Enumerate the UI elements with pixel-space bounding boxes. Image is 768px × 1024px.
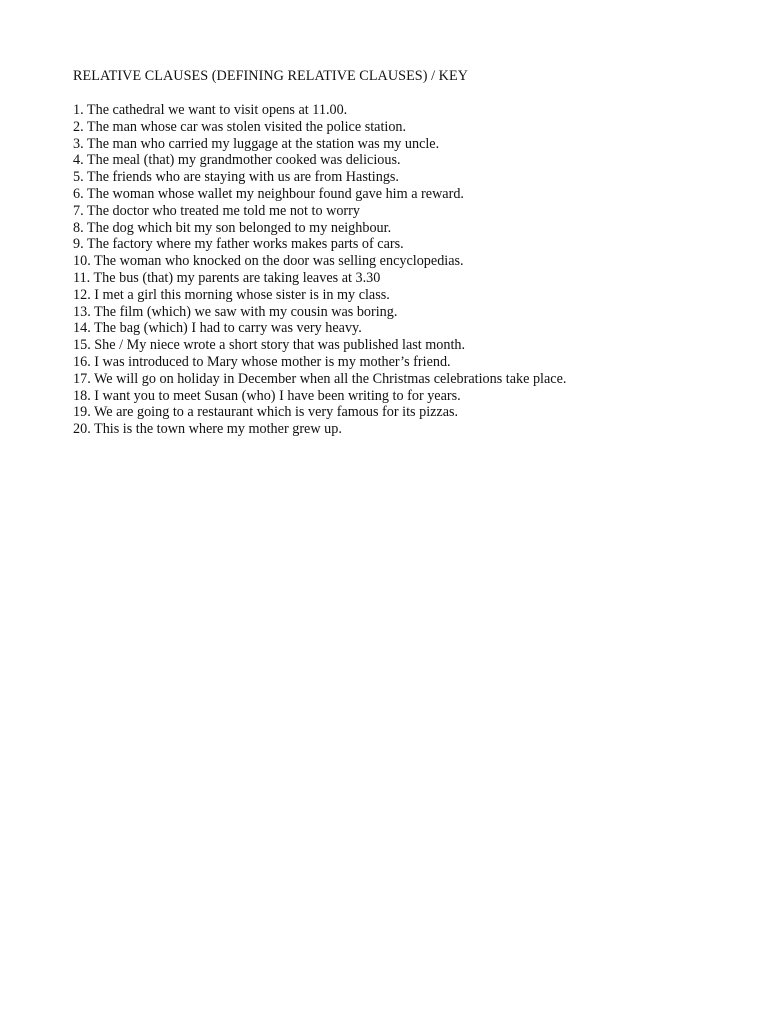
answer-item: 14. The bag (which) I had to carry was very heavy. [73, 320, 362, 337]
answer-item: 5. The friends who are staying with us are from Hastings. [73, 169, 399, 186]
answer-item: 20. This is the town where my mother grew up. [73, 421, 342, 438]
answer-list [73, 102, 743, 438]
answer-item: 19. We are going to a restaurant which is very famous for its pizzas. [73, 404, 459, 421]
answer-item: 17. We will go on holiday in December when all the Christmas celebrations take place. [73, 370, 567, 387]
answer-item: 11. The bus (that) my parents are taking leaves at 3.30 [73, 269, 381, 286]
answer-item: 13. The film (which) we saw with my cousin was boring. [73, 303, 398, 320]
answer-item: 16. I was introduced to Mary whose mother is my mother’s friend. [73, 353, 451, 370]
document-title: RELATIVE CLAUSES (DEFINING RELATIVE CLAUSES) / KEY [73, 68, 468, 84]
answer-item: 12. I met a girl this morning whose sister is in my class. [73, 286, 390, 303]
answer-item: 3. The man who carried my luggage at the station was my uncle. [73, 135, 440, 152]
answer-item: 7. The doctor who treated me told me not to worry [73, 202, 360, 219]
answer-item: 9. The factory where my father works makes parts of cars. [73, 236, 404, 253]
answer-item: 1. The cathedral we want to visit opens at 11.00. [73, 102, 348, 118]
answer-item: 10. The woman who knocked on the door was selling encyclopedias. [73, 253, 464, 270]
answer-item: 8. The dog which bit my son belonged to my neighbour. [73, 219, 392, 236]
document-page [73, 68, 743, 438]
answer-item: 15. She / My niece wrote a short story that was published last month. [73, 337, 466, 354]
answer-item: 18. I want you to meet Susan (who) I have been writing to for years. [73, 387, 461, 404]
answer-item: 6. The woman whose wallet my neighbour found gave him a reward. [73, 185, 464, 202]
answer-item: 4. The meal (that) my grandmother cooked was delicious. [73, 152, 401, 169]
answer-item: 2. The man whose car was stolen visited the police station. [73, 118, 407, 135]
